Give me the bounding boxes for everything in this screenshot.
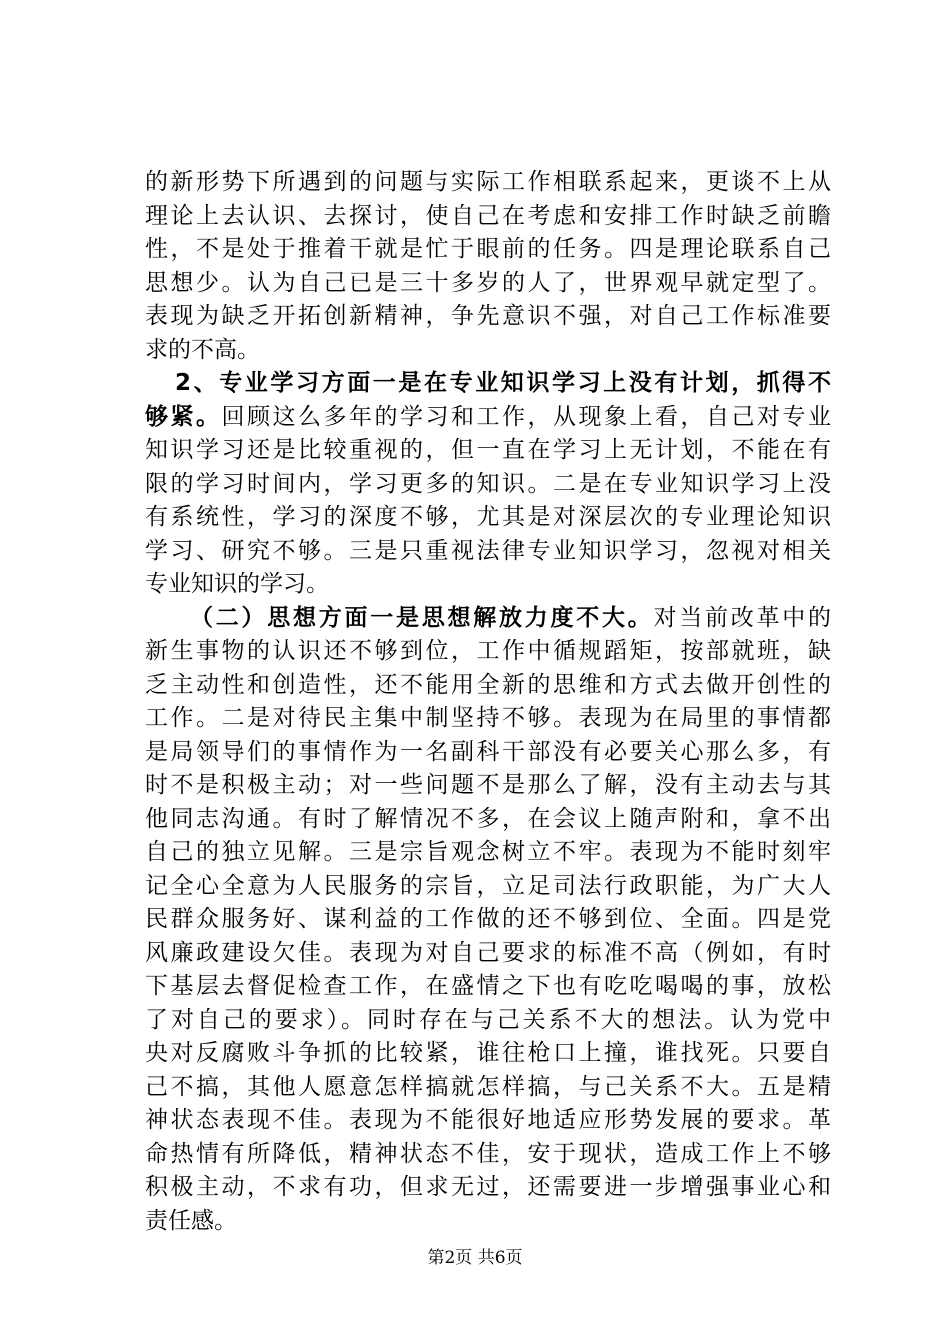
body-text: 知识学习还是比较重视的，但一直在学习上无计划，不能在有 [145,437,831,463]
body-text: 下基层去督促检查工作，在盛情之下也有吃吃喝喝的事，放松 [145,973,831,999]
text-line [145,166,831,200]
page-footer: 第2页 共6页 [427,1248,523,1268]
text-line [145,702,831,736]
body-text: 民群众服务好、谋利益的工作做的还不够到位、全面。四是党 [145,906,831,932]
body-text: 限的学习时间内，学习更多的知识。二是在专业知识学习上没 [145,470,831,497]
body-text: 乏主动性和创造性，还不能用全新的思维和方式去做开创性的 [145,671,831,698]
text-line [145,803,831,837]
paragraph [145,367,831,602]
text-line [145,736,831,770]
text-line [145,1037,831,1071]
body-text: 理论上去认识、去探讨，使自己在考虑和安排工作时缺乏前瞻 [145,202,831,229]
body-text: 新生事物的认识还不够到位，工作中循规蹈矩，按部就班，缺 [145,638,831,664]
text-line [145,1205,831,1239]
body-text: 积极主动，不求有功，但求无过，还需要进一步增强事业心和 [145,1174,831,1200]
text-line [145,836,831,870]
bold-text: （二）思想方面一是思想解放力度不大。 [190,604,654,631]
text-line [145,300,831,334]
bold-text: 2、专业学习方面一是在专业知识学习上没有计划，抓得不 [175,370,831,396]
body-text: 记全心全意为人民服务的宗旨，立足司法行政职能，为广大人 [145,872,831,899]
body-text: 央对反腐败斗争抓的比较紧，谁往枪口上撞，谁找死。只要自 [145,1040,831,1066]
body-text: 对当前改革中的 [653,604,831,631]
body-text: 是局领导们的事情作为一名副科干部没有必要关心那么多，有 [145,738,831,765]
text-line [145,1071,831,1105]
text-line [145,535,831,569]
text-line [145,769,831,803]
body-text: 性，不是处于推着干就是忙于眼前的任务。四是理论联系自己 [145,236,831,262]
text-line [145,501,831,535]
body-text: 思想少。认为自己已是三十多岁的人了，世界观早就定型了。 [145,269,831,296]
document-body [145,166,831,1238]
text-line [145,635,831,669]
body-text: 回顾这么多年的学习和工作，从现象上看，自己对专业 [221,403,831,430]
body-text: 学习、研究不够。三是只重视法律专业知识学习，忽视对相关 [145,537,831,564]
body-text: 的新形势下所遇到的问题与实际工作相联系起来，更谈不上从 [145,169,831,195]
body-text: 他同志沟通。有时了解情况不多，在会议上随声附和，拿不出 [145,805,831,832]
text-line [145,401,831,435]
text-line [145,468,831,502]
text-line [145,1104,831,1138]
text-line [145,233,831,267]
text-line [145,334,831,368]
body-text: 自己的独立见解。三是宗旨观念树立不牢。表现为不能时刻牢 [145,839,831,865]
text-line [145,1138,831,1172]
body-text: 时不是积极主动；对一些问题不是那么了解，没有主动去与其 [145,772,831,798]
body-text: 命热情有所降低，精神状态不佳，安于现状，造成工作上不够 [145,1140,831,1167]
text-line [145,1171,831,1205]
body-text: 了对自己的要求）。同时存在与己关系不大的想法。认为党中 [145,1006,831,1033]
body-text: 有系统性，学习的深度不够，尤其是对深层次的专业理论知识 [145,504,831,530]
text-line [145,669,831,703]
body-text: 求的不高。 [145,336,260,363]
paragraph [145,602,831,1239]
body-text: 神状态表现不佳。表现为不能很好地适应形势发展的要求。革 [145,1107,831,1133]
body-text: 己不搞，其他人愿意怎样搞就怎样搞，与己关系不大。五是精 [145,1073,831,1100]
body-text: 责任感。 [145,1207,237,1234]
text-line [145,367,831,401]
body-text: 工作。二是对待民主集中制坚持不够。表现为在局里的事情都 [145,705,831,731]
paragraph [145,166,831,367]
text-line [145,903,831,937]
body-text: 风廉政建设欠佳。表现为对自己要求的标准不高（例如，有时 [145,939,831,966]
text-line [145,870,831,904]
text-line [145,937,831,971]
text-line [145,568,831,602]
text-line [145,1004,831,1038]
text-line [145,267,831,301]
text-line [145,200,831,234]
bold-text: 够紧。 [145,403,222,430]
text-line [145,602,831,636]
text-line [145,434,831,468]
body-text: 表现为缺乏开拓创新精神，争先意识不强，对自己工作标准要 [145,303,831,329]
body-text: 专业知识的学习。 [145,571,329,597]
text-line [145,970,831,1004]
